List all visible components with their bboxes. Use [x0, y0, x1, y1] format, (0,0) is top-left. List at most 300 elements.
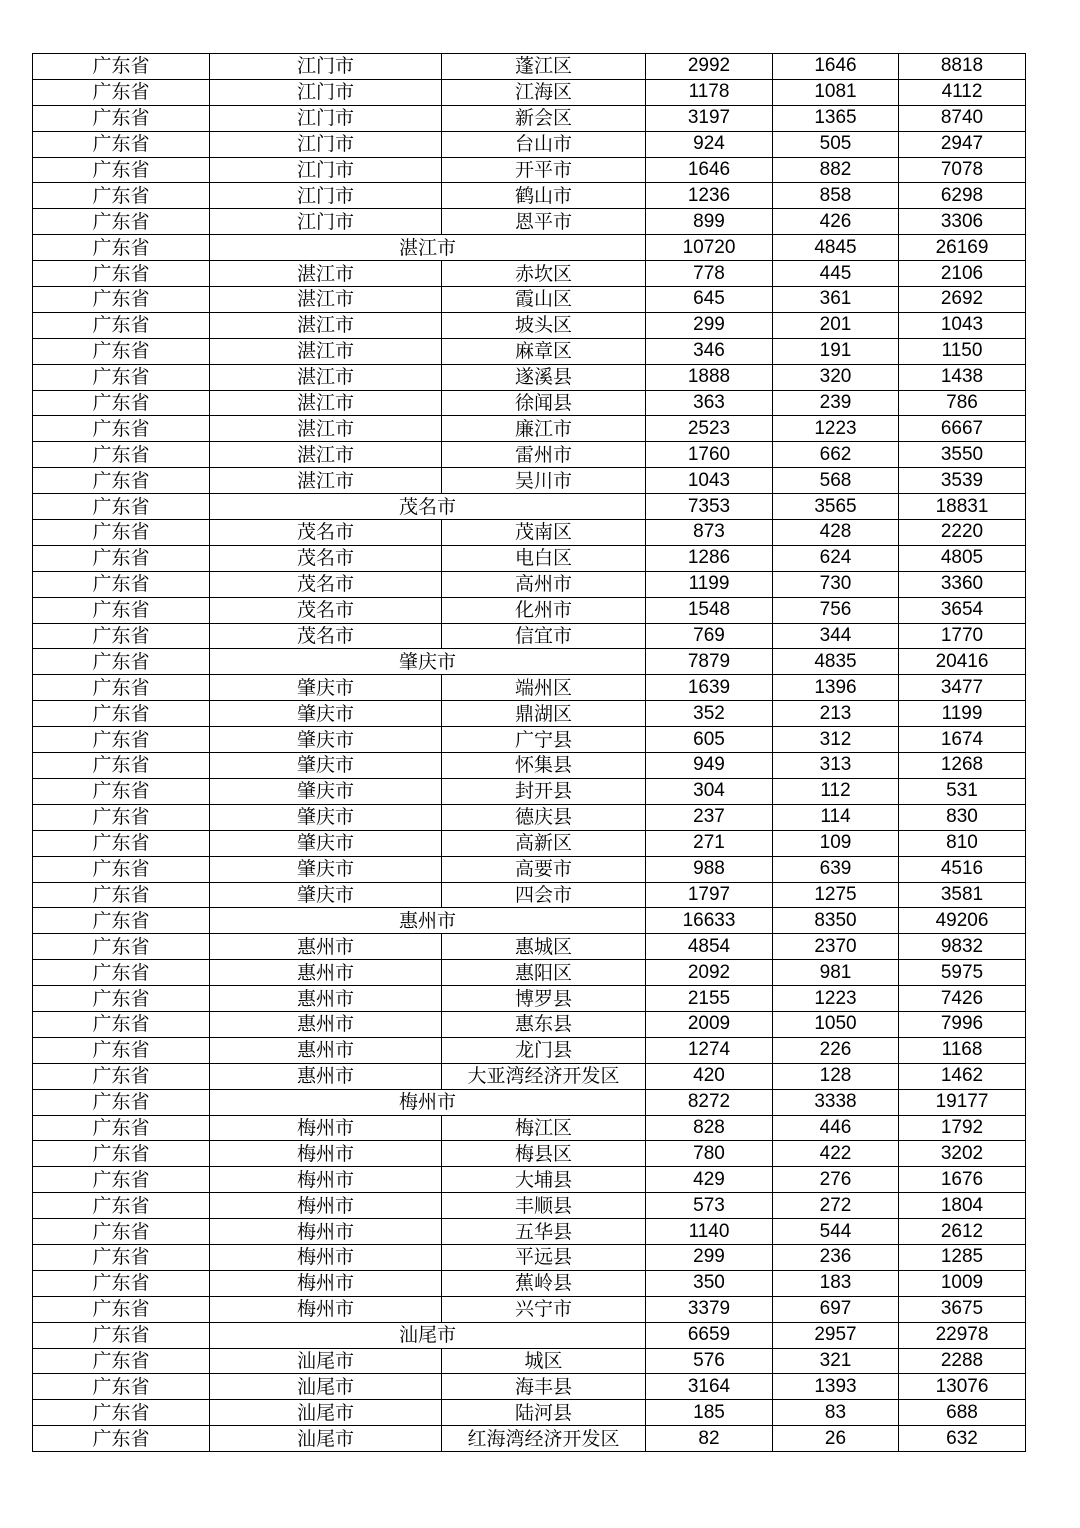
- value-cell-1: 8272: [646, 1089, 773, 1115]
- value-cell-2: 697: [773, 1296, 899, 1322]
- value-cell-1: 363: [646, 390, 773, 416]
- province-cell: 广东省: [33, 1296, 210, 1322]
- value-cell-2: 239: [773, 390, 899, 416]
- city-cell: 湛江市: [210, 312, 442, 338]
- province-cell: 广东省: [33, 778, 210, 804]
- city-cell: 肇庆市: [210, 830, 442, 856]
- table-row: [33, 1426, 1026, 1452]
- province-cell: 广东省: [33, 312, 210, 338]
- city-cell: 茂名市: [210, 571, 442, 597]
- value-cell-1: 2155: [646, 986, 773, 1012]
- value-cell-1: 828: [646, 1115, 773, 1141]
- city-cell: 汕尾市: [210, 1400, 442, 1426]
- province-cell: 广东省: [33, 830, 210, 856]
- province-cell: 广东省: [33, 1374, 210, 1400]
- district-cell: 封开县: [442, 778, 646, 804]
- city-cell: 湛江市: [210, 364, 442, 390]
- value-cell-3: 2288: [899, 1348, 1026, 1374]
- city-cell: 惠州市: [210, 1063, 442, 1089]
- province-cell: 广东省: [33, 183, 210, 209]
- table-row: [33, 79, 1026, 105]
- district-cell: 大埔县: [442, 1167, 646, 1193]
- value-cell-3: 1676: [899, 1167, 1026, 1193]
- value-cell-2: 662: [773, 442, 899, 468]
- value-cell-1: 3197: [646, 105, 773, 131]
- value-cell-3: 632: [899, 1426, 1026, 1452]
- value-cell-3: 1150: [899, 338, 1026, 364]
- value-cell-3: 3306: [899, 209, 1026, 235]
- value-cell-1: 645: [646, 287, 773, 313]
- value-cell-3: 13076: [899, 1374, 1026, 1400]
- district-cell: 广宁县: [442, 727, 646, 753]
- city-cell: 梅州市: [210, 1219, 442, 1245]
- district-cell: 梅江区: [442, 1115, 646, 1141]
- city-subtotal-row: [33, 494, 1026, 520]
- value-cell-1: 778: [646, 261, 773, 287]
- value-cell-1: 350: [646, 1270, 773, 1296]
- table-body: [33, 54, 1026, 1452]
- value-cell-3: 1438: [899, 364, 1026, 390]
- district-cell: 梅县区: [442, 1141, 646, 1167]
- value-cell-3: 7426: [899, 986, 1026, 1012]
- value-cell-3: 22978: [899, 1322, 1026, 1348]
- value-cell-1: 304: [646, 778, 773, 804]
- city-cell: 茂名市: [210, 494, 646, 520]
- value-cell-1: 1548: [646, 597, 773, 623]
- city-subtotal-row: [33, 649, 1026, 675]
- table-row: [33, 727, 1026, 753]
- district-cell: 惠城区: [442, 934, 646, 960]
- city-cell: 肇庆市: [210, 804, 442, 830]
- province-cell: 广东省: [33, 261, 210, 287]
- value-cell-3: 49206: [899, 908, 1026, 934]
- city-cell: 江门市: [210, 105, 442, 131]
- table-row: [33, 986, 1026, 1012]
- province-cell: 广东省: [33, 753, 210, 779]
- table-row: [33, 312, 1026, 338]
- city-cell: 梅州市: [210, 1141, 442, 1167]
- value-cell-2: 4845: [773, 235, 899, 261]
- table-row: [33, 960, 1026, 986]
- value-cell-1: 873: [646, 520, 773, 546]
- value-cell-3: 9832: [899, 934, 1026, 960]
- province-cell: 广东省: [33, 934, 210, 960]
- province-cell: 广东省: [33, 520, 210, 546]
- city-cell: 汕尾市: [210, 1322, 646, 1348]
- table-row: [33, 364, 1026, 390]
- district-cell: 平远县: [442, 1244, 646, 1270]
- value-cell-3: 19177: [899, 1089, 1026, 1115]
- city-cell: 江门市: [210, 157, 442, 183]
- table-row: [33, 1011, 1026, 1037]
- table-row: [33, 675, 1026, 701]
- value-cell-3: 26169: [899, 235, 1026, 261]
- value-cell-1: 2523: [646, 416, 773, 442]
- province-cell: 广东省: [33, 79, 210, 105]
- value-cell-1: 573: [646, 1193, 773, 1219]
- value-cell-2: 320: [773, 364, 899, 390]
- district-cell: 大亚湾经济开发区: [442, 1063, 646, 1089]
- city-cell: 惠州市: [210, 986, 442, 1012]
- city-cell: 江门市: [210, 54, 442, 80]
- district-cell: 丰顺县: [442, 1193, 646, 1219]
- province-cell: 广东省: [33, 338, 210, 364]
- province-cell: 广东省: [33, 468, 210, 494]
- value-cell-2: 1050: [773, 1011, 899, 1037]
- district-cell: 开平市: [442, 157, 646, 183]
- city-subtotal-row: [33, 1322, 1026, 1348]
- city-cell: 江门市: [210, 209, 442, 235]
- table-row: [33, 1270, 1026, 1296]
- city-cell: 汕尾市: [210, 1374, 442, 1400]
- value-cell-1: 237: [646, 804, 773, 830]
- value-cell-2: 128: [773, 1063, 899, 1089]
- value-cell-2: 428: [773, 520, 899, 546]
- table-row: [33, 804, 1026, 830]
- city-cell: 江门市: [210, 131, 442, 157]
- value-cell-1: 429: [646, 1167, 773, 1193]
- table-row: [33, 597, 1026, 623]
- district-cell: 信宜市: [442, 623, 646, 649]
- province-cell: 广东省: [33, 364, 210, 390]
- city-subtotal-row: [33, 235, 1026, 261]
- province-cell: 广东省: [33, 1348, 210, 1374]
- table-row: [33, 1141, 1026, 1167]
- value-cell-2: 276: [773, 1167, 899, 1193]
- table-row: [33, 856, 1026, 882]
- table-row: [33, 830, 1026, 856]
- value-cell-2: 858: [773, 183, 899, 209]
- table-row: [33, 545, 1026, 571]
- value-cell-1: 576: [646, 1348, 773, 1374]
- province-cell: 广东省: [33, 908, 210, 934]
- value-cell-2: 112: [773, 778, 899, 804]
- value-cell-1: 1140: [646, 1219, 773, 1245]
- value-cell-3: 688: [899, 1400, 1026, 1426]
- value-cell-2: 1275: [773, 882, 899, 908]
- value-cell-2: 624: [773, 545, 899, 571]
- value-cell-3: 1804: [899, 1193, 1026, 1219]
- city-cell: 梅州市: [210, 1193, 442, 1219]
- table-row: [33, 1244, 1026, 1270]
- city-cell: 湛江市: [210, 442, 442, 468]
- district-cell: 海丰县: [442, 1374, 646, 1400]
- province-cell: 广东省: [33, 545, 210, 571]
- table-row: [33, 882, 1026, 908]
- district-cell: 红海湾经济开发区: [442, 1426, 646, 1452]
- value-cell-2: 183: [773, 1270, 899, 1296]
- value-cell-2: 201: [773, 312, 899, 338]
- value-cell-1: 1178: [646, 79, 773, 105]
- value-cell-3: 1268: [899, 753, 1026, 779]
- value-cell-3: 3202: [899, 1141, 1026, 1167]
- value-cell-2: 3565: [773, 494, 899, 520]
- value-cell-3: 5975: [899, 960, 1026, 986]
- value-cell-2: 1393: [773, 1374, 899, 1400]
- value-cell-2: 446: [773, 1115, 899, 1141]
- table-row: [33, 287, 1026, 313]
- province-cell: 广东省: [33, 882, 210, 908]
- value-cell-1: 10720: [646, 235, 773, 261]
- value-cell-2: 445: [773, 261, 899, 287]
- value-cell-3: 1462: [899, 1063, 1026, 1089]
- province-cell: 广东省: [33, 131, 210, 157]
- value-cell-2: 2370: [773, 934, 899, 960]
- value-cell-1: 1760: [646, 442, 773, 468]
- value-cell-3: 531: [899, 778, 1026, 804]
- district-cell: 端州区: [442, 675, 646, 701]
- value-cell-2: 272: [773, 1193, 899, 1219]
- value-cell-1: 1199: [646, 571, 773, 597]
- value-cell-2: 26: [773, 1426, 899, 1452]
- value-cell-2: 505: [773, 131, 899, 157]
- province-cell: 广东省: [33, 235, 210, 261]
- value-cell-1: 185: [646, 1400, 773, 1426]
- city-cell: 惠州市: [210, 908, 646, 934]
- province-cell: 广东省: [33, 701, 210, 727]
- value-cell-1: 7353: [646, 494, 773, 520]
- district-cell: 城区: [442, 1348, 646, 1374]
- value-cell-2: 109: [773, 830, 899, 856]
- value-cell-1: 1236: [646, 183, 773, 209]
- value-cell-1: 4854: [646, 934, 773, 960]
- value-cell-2: 426: [773, 209, 899, 235]
- city-cell: 湛江市: [210, 235, 646, 261]
- value-cell-3: 2947: [899, 131, 1026, 157]
- value-cell-1: 1043: [646, 468, 773, 494]
- province-cell: 广东省: [33, 1219, 210, 1245]
- city-cell: 茂名市: [210, 623, 442, 649]
- value-cell-2: 213: [773, 701, 899, 727]
- table-row: [33, 209, 1026, 235]
- value-cell-1: 6659: [646, 1322, 773, 1348]
- value-cell-3: 830: [899, 804, 1026, 830]
- value-cell-1: 1274: [646, 1037, 773, 1063]
- value-cell-2: 313: [773, 753, 899, 779]
- city-subtotal-row: [33, 908, 1026, 934]
- district-cell: 江海区: [442, 79, 646, 105]
- value-cell-1: 7879: [646, 649, 773, 675]
- table-row: [33, 520, 1026, 546]
- province-cell: 广东省: [33, 675, 210, 701]
- province-cell: 广东省: [33, 1011, 210, 1037]
- value-cell-1: 1286: [646, 545, 773, 571]
- value-cell-3: 2106: [899, 261, 1026, 287]
- table-row: [33, 157, 1026, 183]
- city-cell: 湛江市: [210, 287, 442, 313]
- value-cell-1: 299: [646, 1244, 773, 1270]
- value-cell-2: 1396: [773, 675, 899, 701]
- province-cell: 广东省: [33, 1063, 210, 1089]
- table-row: [33, 1063, 1026, 1089]
- district-cell: 怀集县: [442, 753, 646, 779]
- value-cell-2: 3338: [773, 1089, 899, 1115]
- value-cell-1: 924: [646, 131, 773, 157]
- value-cell-1: 2992: [646, 54, 773, 80]
- district-cell: 高要市: [442, 856, 646, 882]
- district-cell: 廉江市: [442, 416, 646, 442]
- province-cell: 广东省: [33, 1270, 210, 1296]
- city-cell: 惠州市: [210, 960, 442, 986]
- value-cell-2: 1223: [773, 416, 899, 442]
- city-cell: 湛江市: [210, 338, 442, 364]
- district-cell: 电白区: [442, 545, 646, 571]
- value-cell-2: 544: [773, 1219, 899, 1245]
- district-cell: 蓬江区: [442, 54, 646, 80]
- province-cell: 广东省: [33, 494, 210, 520]
- city-cell: 梅州市: [210, 1270, 442, 1296]
- value-cell-2: 2957: [773, 1322, 899, 1348]
- district-cell: 五华县: [442, 1219, 646, 1245]
- district-cell: 陆河县: [442, 1400, 646, 1426]
- value-cell-3: 7996: [899, 1011, 1026, 1037]
- value-cell-1: 949: [646, 753, 773, 779]
- district-cell: 高新区: [442, 830, 646, 856]
- city-cell: 汕尾市: [210, 1348, 442, 1374]
- value-cell-3: 1043: [899, 312, 1026, 338]
- value-cell-1: 352: [646, 701, 773, 727]
- value-cell-2: 1646: [773, 54, 899, 80]
- district-cell: 兴宁市: [442, 1296, 646, 1322]
- district-cell: 鼎湖区: [442, 701, 646, 727]
- value-cell-2: 344: [773, 623, 899, 649]
- province-cell: 广东省: [33, 105, 210, 131]
- district-cell: 四会市: [442, 882, 646, 908]
- province-cell: 广东省: [33, 209, 210, 235]
- province-cell: 广东省: [33, 157, 210, 183]
- province-cell: 广东省: [33, 1426, 210, 1452]
- table-row: [33, 1400, 1026, 1426]
- value-cell-3: 20416: [899, 649, 1026, 675]
- table-row: [33, 1219, 1026, 1245]
- value-cell-3: 18831: [899, 494, 1026, 520]
- value-cell-3: 810: [899, 830, 1026, 856]
- table-row: [33, 468, 1026, 494]
- province-cell: 广东省: [33, 1115, 210, 1141]
- table-row: [33, 54, 1026, 80]
- value-cell-2: 8350: [773, 908, 899, 934]
- value-cell-1: 1646: [646, 157, 773, 183]
- district-cell: 恩平市: [442, 209, 646, 235]
- value-cell-3: 7078: [899, 157, 1026, 183]
- city-cell: 梅州市: [210, 1115, 442, 1141]
- district-cell: 龙门县: [442, 1037, 646, 1063]
- statistics-table: [32, 53, 1026, 1452]
- city-cell: 梅州市: [210, 1089, 646, 1115]
- value-cell-2: 1365: [773, 105, 899, 131]
- table-row: [33, 1296, 1026, 1322]
- city-cell: 江门市: [210, 183, 442, 209]
- value-cell-3: 8740: [899, 105, 1026, 131]
- city-cell: 湛江市: [210, 468, 442, 494]
- district-cell: 霞山区: [442, 287, 646, 313]
- district-cell: 吴川市: [442, 468, 646, 494]
- table-row: [33, 131, 1026, 157]
- province-cell: 广东省: [33, 442, 210, 468]
- value-cell-3: 2220: [899, 520, 1026, 546]
- table-row: [33, 753, 1026, 779]
- value-cell-1: 2092: [646, 960, 773, 986]
- value-cell-2: 1223: [773, 986, 899, 1012]
- value-cell-3: 1770: [899, 623, 1026, 649]
- value-cell-1: 1797: [646, 882, 773, 908]
- city-cell: 肇庆市: [210, 675, 442, 701]
- city-cell: 肇庆市: [210, 649, 646, 675]
- value-cell-2: 756: [773, 597, 899, 623]
- value-cell-1: 420: [646, 1063, 773, 1089]
- province-cell: 广东省: [33, 727, 210, 753]
- province-cell: 广东省: [33, 390, 210, 416]
- district-cell: 台山市: [442, 131, 646, 157]
- city-cell: 汕尾市: [210, 1426, 442, 1452]
- province-cell: 广东省: [33, 1167, 210, 1193]
- district-cell: 蕉岭县: [442, 1270, 646, 1296]
- value-cell-1: 1888: [646, 364, 773, 390]
- province-cell: 广东省: [33, 287, 210, 313]
- value-cell-1: 2009: [646, 1011, 773, 1037]
- district-cell: 麻章区: [442, 338, 646, 364]
- value-cell-1: 346: [646, 338, 773, 364]
- value-cell-3: 1168: [899, 1037, 1026, 1063]
- value-cell-2: 114: [773, 804, 899, 830]
- province-cell: 广东省: [33, 1089, 210, 1115]
- table-row: [33, 261, 1026, 287]
- province-cell: 广东省: [33, 986, 210, 1012]
- province-cell: 广东省: [33, 1322, 210, 1348]
- value-cell-2: 312: [773, 727, 899, 753]
- city-cell: 梅州市: [210, 1167, 442, 1193]
- value-cell-1: 769: [646, 623, 773, 649]
- value-cell-3: 2692: [899, 287, 1026, 313]
- value-cell-2: 882: [773, 157, 899, 183]
- value-cell-3: 1285: [899, 1244, 1026, 1270]
- city-cell: 湛江市: [210, 416, 442, 442]
- value-cell-3: 3550: [899, 442, 1026, 468]
- city-cell: 肇庆市: [210, 701, 442, 727]
- table-row: [33, 1167, 1026, 1193]
- value-cell-2: 422: [773, 1141, 899, 1167]
- province-cell: 广东省: [33, 856, 210, 882]
- value-cell-2: 321: [773, 1348, 899, 1374]
- city-cell: 惠州市: [210, 1011, 442, 1037]
- district-cell: 徐闻县: [442, 390, 646, 416]
- province-cell: 广东省: [33, 960, 210, 986]
- value-cell-1: 16633: [646, 908, 773, 934]
- value-cell-2: 4835: [773, 649, 899, 675]
- value-cell-2: 568: [773, 468, 899, 494]
- value-cell-1: 780: [646, 1141, 773, 1167]
- province-cell: 广东省: [33, 1037, 210, 1063]
- value-cell-2: 236: [773, 1244, 899, 1270]
- table-row: [33, 701, 1026, 727]
- value-cell-3: 3675: [899, 1296, 1026, 1322]
- value-cell-1: 605: [646, 727, 773, 753]
- value-cell-3: 1674: [899, 727, 1026, 753]
- value-cell-2: 1081: [773, 79, 899, 105]
- table-row: [33, 183, 1026, 209]
- city-cell: 湛江市: [210, 261, 442, 287]
- province-cell: 广东省: [33, 416, 210, 442]
- province-cell: 广东省: [33, 1244, 210, 1270]
- value-cell-1: 1639: [646, 675, 773, 701]
- city-cell: 梅州市: [210, 1244, 442, 1270]
- province-cell: 广东省: [33, 623, 210, 649]
- value-cell-3: 4516: [899, 856, 1026, 882]
- value-cell-3: 1792: [899, 1115, 1026, 1141]
- value-cell-2: 730: [773, 571, 899, 597]
- table-row: [33, 623, 1026, 649]
- province-cell: 广东省: [33, 804, 210, 830]
